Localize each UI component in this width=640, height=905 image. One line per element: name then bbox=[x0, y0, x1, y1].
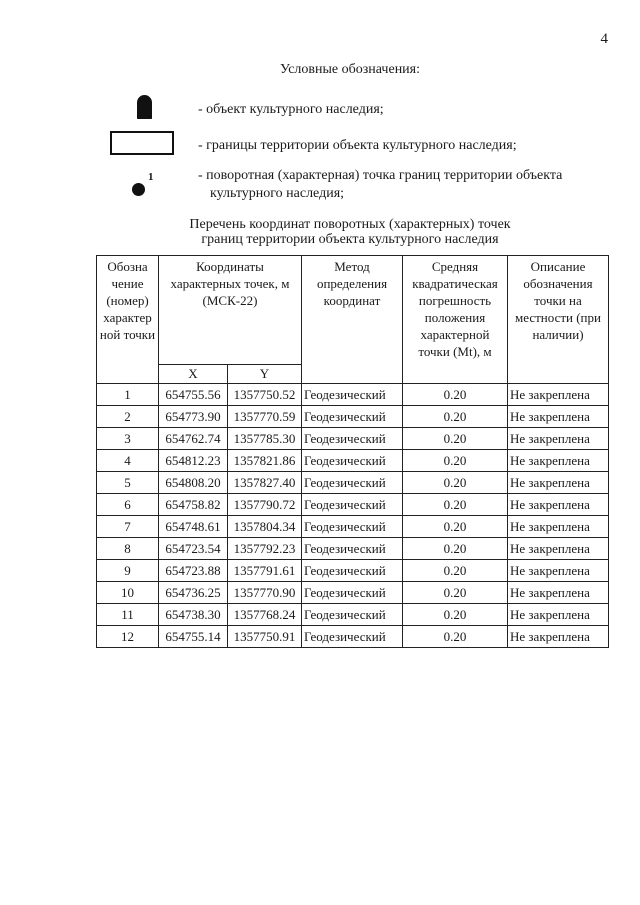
header-x: X bbox=[159, 365, 228, 384]
point-number-cell: 10 bbox=[97, 582, 159, 604]
x-coordinate-cell: 654812.23 bbox=[159, 450, 228, 472]
method-cell: Геодезический bbox=[302, 604, 403, 626]
method-cell: Геодезический bbox=[302, 582, 403, 604]
turning-point-icon bbox=[132, 183, 145, 196]
header-method: Метод определения координат bbox=[302, 256, 403, 384]
table-row bbox=[97, 428, 609, 450]
header-coordinates: Координаты характерных точек, м (МСК-22) bbox=[159, 256, 302, 365]
y-coordinate-cell: 1357768.24 bbox=[228, 604, 302, 626]
method-cell: Геодезический bbox=[302, 472, 403, 494]
description-cell: Не закреплена bbox=[508, 450, 609, 472]
description-cell: Не закреплена bbox=[508, 494, 609, 516]
method-cell: Геодезический bbox=[302, 560, 403, 582]
description-cell: Не закреплена bbox=[508, 428, 609, 450]
x-coordinate-cell: 654748.61 bbox=[159, 516, 228, 538]
point-number-cell: 7 bbox=[97, 516, 159, 538]
error-cell: 0.20 bbox=[403, 560, 508, 582]
description-cell: Не закреплена bbox=[508, 626, 609, 648]
legend-title: Условные обозначения: bbox=[279, 62, 421, 77]
error-cell: 0.20 bbox=[403, 494, 508, 516]
x-coordinate-cell: 654723.88 bbox=[159, 560, 228, 582]
y-coordinate-cell: 1357791.61 bbox=[228, 560, 302, 582]
y-coordinate-cell: 1357785.30 bbox=[228, 428, 302, 450]
error-cell: 0.20 bbox=[403, 384, 508, 406]
point-number-cell: 12 bbox=[97, 626, 159, 648]
y-coordinate-cell: 1357827.40 bbox=[228, 472, 302, 494]
point-number-cell: 11 bbox=[97, 604, 159, 626]
legend-point-label bbox=[198, 167, 608, 203]
header-y: Y bbox=[228, 365, 302, 384]
method-cell: Геодезический bbox=[302, 384, 403, 406]
error-cell: 0.20 bbox=[403, 604, 508, 626]
point-number-cell: 5 bbox=[97, 472, 159, 494]
legend-point-label-line1: - поворотная (характерная) точка границ территории объекта bbox=[198, 168, 563, 183]
method-cell: Геодезический bbox=[302, 494, 403, 516]
method-cell: Геодезический bbox=[302, 450, 403, 472]
x-coordinate-cell: 654755.56 bbox=[159, 384, 228, 406]
table-title-line1: Перечень координат поворотных (характерных) точек bbox=[189, 217, 511, 232]
y-coordinate-cell: 1357804.34 bbox=[228, 516, 302, 538]
method-cell: Геодезический bbox=[302, 516, 403, 538]
legend-object-label: - объект культурного наследия; bbox=[198, 102, 384, 117]
y-coordinate-cell: 1357770.59 bbox=[228, 406, 302, 428]
description-cell: Не закреплена bbox=[508, 604, 609, 626]
x-coordinate-cell: 654755.14 bbox=[159, 626, 228, 648]
page-number: 4 bbox=[600, 31, 608, 47]
x-coordinate-cell: 654808.20 bbox=[159, 472, 228, 494]
table-body bbox=[97, 384, 609, 648]
description-cell: Не закреплена bbox=[508, 560, 609, 582]
error-cell: 0.20 bbox=[403, 406, 508, 428]
y-coordinate-cell: 1357790.72 bbox=[228, 494, 302, 516]
table-row bbox=[97, 450, 609, 472]
point-number-cell: 1 bbox=[97, 384, 159, 406]
description-cell: Не закреплена bbox=[508, 472, 609, 494]
table-row bbox=[97, 472, 609, 494]
territory-border-icon bbox=[110, 131, 174, 155]
table-row bbox=[97, 582, 609, 604]
table-row bbox=[97, 384, 609, 406]
error-cell: 0.20 bbox=[403, 582, 508, 604]
table-row bbox=[97, 494, 609, 516]
table-title-line2: границ территории объекта культурного наследия bbox=[201, 232, 499, 247]
table-row bbox=[97, 560, 609, 582]
description-cell: Не закреплена bbox=[508, 582, 609, 604]
table-row bbox=[97, 406, 609, 428]
error-cell: 0.20 bbox=[403, 450, 508, 472]
point-number-cell: 3 bbox=[97, 428, 159, 450]
table-row bbox=[97, 516, 609, 538]
method-cell: Геодезический bbox=[302, 428, 403, 450]
coordinates-table bbox=[96, 255, 609, 648]
description-cell: Не закреплена bbox=[508, 384, 609, 406]
legend-border-label: - границы территории объекта культурного наследия; bbox=[198, 138, 517, 153]
header-error: Средняя квадратическая погрешность положения характерной точки (Mt), м bbox=[403, 256, 508, 384]
header-designation: Обозна чение (номер) характер ной точки bbox=[97, 256, 159, 384]
error-cell: 0.20 bbox=[403, 472, 508, 494]
y-coordinate-cell: 1357770.90 bbox=[228, 582, 302, 604]
x-coordinate-cell: 654723.54 bbox=[159, 538, 228, 560]
table-title bbox=[96, 217, 604, 247]
y-coordinate-cell: 1357750.91 bbox=[228, 626, 302, 648]
x-coordinate-cell: 654738.30 bbox=[159, 604, 228, 626]
point-number-cell: 8 bbox=[97, 538, 159, 560]
y-coordinate-cell: 1357792.23 bbox=[228, 538, 302, 560]
cultural-heritage-object-icon bbox=[137, 95, 152, 119]
error-cell: 0.20 bbox=[403, 626, 508, 648]
point-number-cell: 4 bbox=[97, 450, 159, 472]
point-number-cell: 2 bbox=[97, 406, 159, 428]
x-coordinate-cell: 654773.90 bbox=[159, 406, 228, 428]
error-cell: 0.20 bbox=[403, 538, 508, 560]
point-number-cell: 9 bbox=[97, 560, 159, 582]
table-row bbox=[97, 626, 609, 648]
point-number-cell: 6 bbox=[97, 494, 159, 516]
method-cell: Геодезический bbox=[302, 406, 403, 428]
description-cell: Не закреплена bbox=[508, 516, 609, 538]
description-cell: Не закреплена bbox=[508, 538, 609, 560]
turning-point-number: 1 bbox=[148, 171, 154, 183]
legend-point-label-line2: культурного наследия; bbox=[210, 186, 345, 201]
table-row bbox=[97, 604, 609, 626]
x-coordinate-cell: 654736.25 bbox=[159, 582, 228, 604]
error-cell: 0.20 bbox=[403, 428, 508, 450]
description-cell: Не закреплена bbox=[508, 406, 609, 428]
y-coordinate-cell: 1357821.86 bbox=[228, 450, 302, 472]
x-coordinate-cell: 654758.82 bbox=[159, 494, 228, 516]
method-cell: Геодезический bbox=[302, 538, 403, 560]
x-coordinate-cell: 654762.74 bbox=[159, 428, 228, 450]
header-description: Описание обозначения точки на местности (при наличии) bbox=[508, 256, 609, 384]
y-coordinate-cell: 1357750.52 bbox=[228, 384, 302, 406]
table-row bbox=[97, 538, 609, 560]
error-cell: 0.20 bbox=[403, 516, 508, 538]
method-cell: Геодезический bbox=[302, 626, 403, 648]
